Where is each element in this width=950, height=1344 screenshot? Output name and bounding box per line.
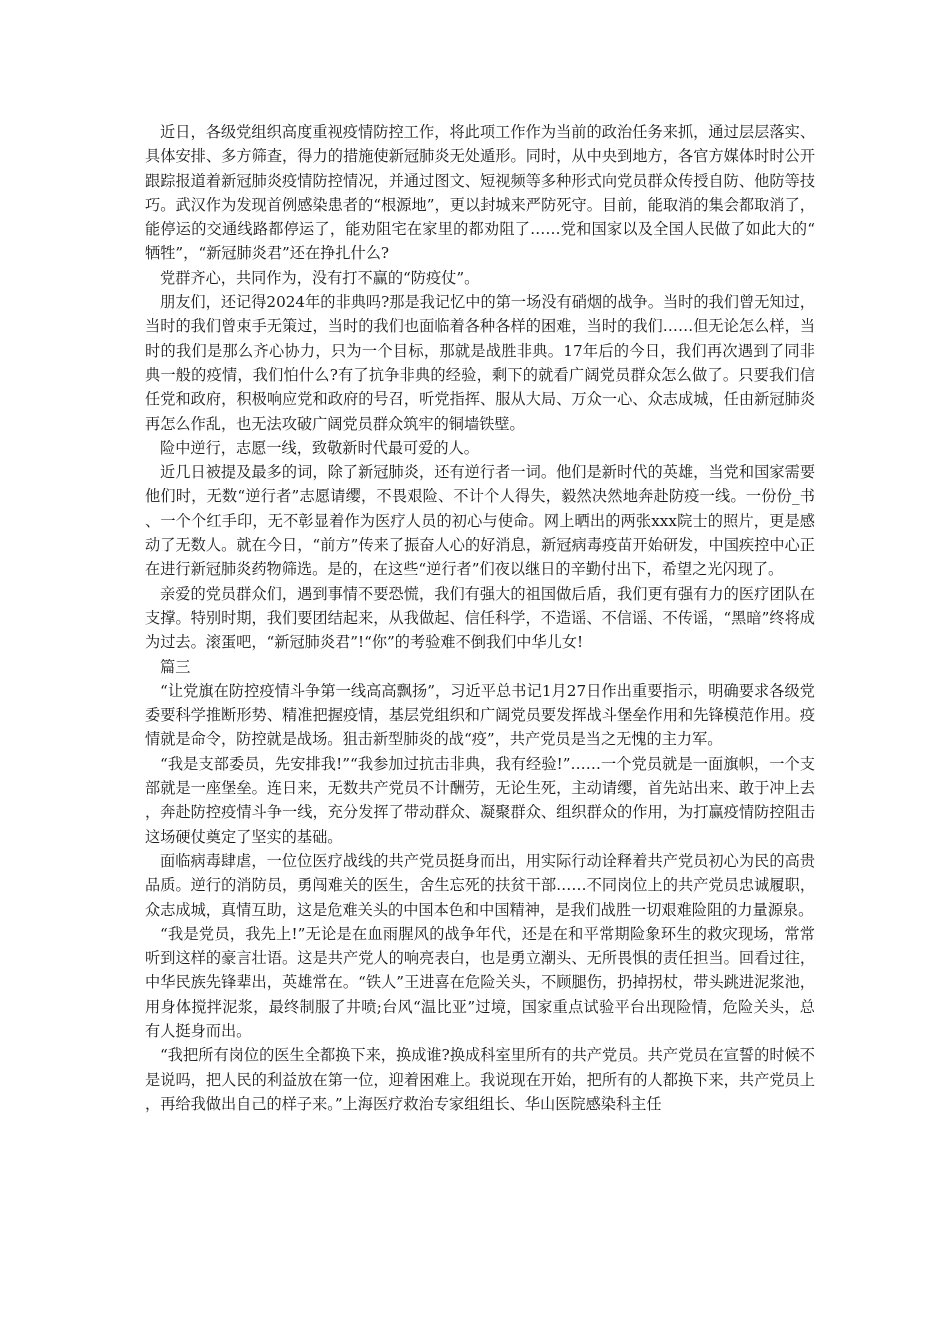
- paragraph: 党群齐心，共同作为，没有打不赢的“防疫仗”。: [160, 268, 480, 287]
- paragraph: 亲爱的党员群众们，遇到事情不要恐慌，我们有强大的祖国做后盾，我们更有强有力的医疗团队在支撑。特别时期，我们要团结起来，从我做起、信任科学，不造谣、不信谣、不传谣，“黑暗”终将成为过去。滚蛋吧，“新冠肺炎君”!“你”的考验难不倒我们中华儿女!: [145, 584, 815, 652]
- section-heading: 篇三: [160, 657, 191, 676]
- paragraph: 朋友们，还记得2024年的非典吗?那是我记忆中的第一场没有硝烟的战争。当时的我们曾无知过，当时的我们曾束手无策过，当时的我们也面临着各种各样的困难，当时的我们……但无论怎么样，当时的我们是那么齐心协力，只为一个目标，那就是战胜非典。17年后的今日，我们再次遇到了同非典一般的疫情，我们怕什么?有了抗争非典的经验，剩下的就看广阔党员群众怎么做了。只要我们信任党和政府，积极响应党和政府的号召，听党指挥、服从大局、万众一心、众志成城，任由新冠肺炎再怎么作乱，也无法攻破广阔党员群众筑牢的铜墙铁壁。: [145, 293, 815, 433]
- paragraph: “我是党员，我先上!”无论是在血雨腥风的战争年代，还是在和平常期险象环生的救灾现场，常常听到这样的豪言壮语。这是共产党人的响亮表白，也是勇立潮头、无所畏惧的责任担当。回看过往，中华民族先锋辈出，英雄常在。“铁人”王进喜在危险关头，不顾腿伤，扔掉拐杖，带头跳进泥浆池，用身体搅拌泥浆，最终制服了井喷;台风“温比亚”过境，国家重点试验平台出现险情，危险关头，总有人挺身而出。: [145, 924, 815, 1040]
- paragraph: 近几日被提及最多的词，除了新冠肺炎，还有逆行者一词。他们是新时代的英雄，当党和国家需要他们时，无数“逆行者”志愿请缨，不畏艰险、不计个人得失，毅然决然地奔赴防疫一线。一份份_书、一个个红手印，无不彰显着作为医疗人员的初心与使命。网上晒出的两张xxx院士的照片，更是感动了无数人。就在今日，“前方”传来了振奋人心的好消息，新冠病毒疫苗开始研发，中国疾控中心正在进行新冠肺炎药物筛选。是的，在这些“逆行者”们夜以继日的辛勤付出下，希望之光闪现了。: [145, 463, 815, 579]
- paragraph: 近日，各级党组织高度重视疫情防控工作，将此项工作作为当前的政治任务来抓，通过层层落实、具体安排、多方筛查，得力的措施使新冠肺炎无处遁形。同时，从中央到地方，各官方媒体时时公开跟踪报道着新冠肺炎疫情防控情况，并通过图文、短视频等多种形式向党员群众传授自防、他防等技巧。武汉作为发现首例感染患者的“根源地”，更以封城来严防死守。目前，能取消的集会都取消了，能停运的交通线路都停运了，能劝阻宅在家里的都劝阻了……党和国家以及全国人民做了如此大的“牺牲”，“新冠肺炎君”还在挣扎什么?: [145, 123, 815, 263]
- paragraph: 面临病毒肆虐，一位位医疗战线的共产党员挺身而出，用实际行动诠释着共产党员初心为民的高贵品质。逆行的消防员，勇闯难关的医生，舍生忘死的扶贫干部……不同岗位上的共产党员忠诚履职，众志成城，真情互助，这是危难关头的中国本色和中国精神，是我们战胜一切艰难险阻的力量源泉。: [145, 851, 815, 919]
- paragraph: 险中逆行，志愿一线，致敬新时代最可爱的人。: [160, 438, 479, 457]
- paragraph: “让党旗在防控疫情斗争第一线高高飘扬”，习近平总书记1月27日作出重要指示，明确要求各级党委要科学推断形势、精准把握疫情，基层党组织和广阔党员要发挥战斗堡垒作用和先锋模范作用。疫情就是命令，防控就是战场。狙击新型肺炎的战“疫”，共产党员是当之无愧的主力军。: [145, 681, 815, 749]
- paragraph: “我是支部委员，先安排我!”“我参加过抗击非典，我有经验!”……一个党员就是一面旗帜，一个支部就是一座堡垒。连日来，无数共产党员不计酬劳，无论生死，主动请缨，首先站出来、敢于冲上去，奔赴防控疫情斗争一线，充分发挥了带动群众、凝聚群众、组织群众的作用，为打赢疫情防控阻击这场硬仗奠定了坚实的基础。: [145, 754, 815, 846]
- paragraph: “我把所有岗位的医生全都换下来，换成谁?换成科室里所有的共产党员。共产党员在宣誓的时候不是说吗，把人民的利益放在第一位，迎着困难上。我说现在开始，把所有的人都换下来，共产党员上，再给我做出自己的样子来。”上海医疗救治专家组组长、华山医院感染科主任: [145, 1046, 815, 1113]
- document-body: [145, 120, 815, 1116]
